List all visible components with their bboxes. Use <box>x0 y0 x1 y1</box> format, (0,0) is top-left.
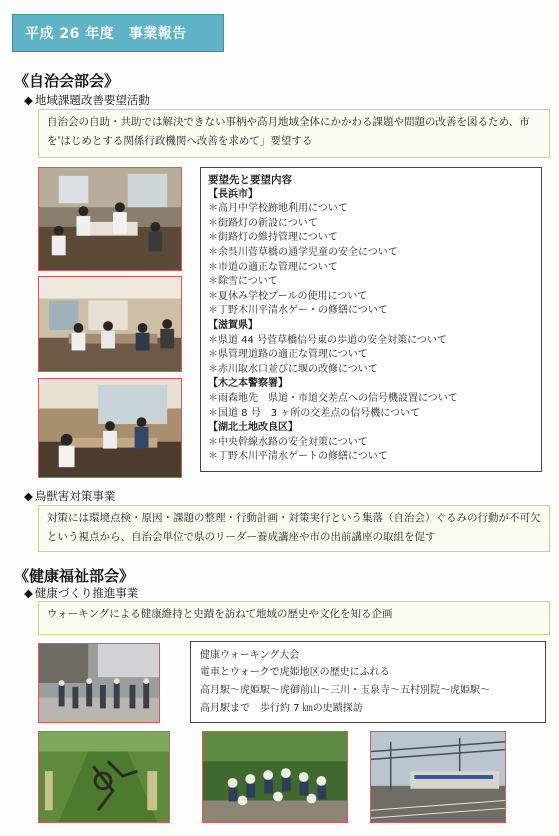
request-item: ＊県道 44 号菅草橋信号東の歩道の安全対策について <box>208 334 447 346</box>
request-item: ＊街路灯の維持管理について <box>208 232 338 244</box>
request-item: ＊赤川取水口並びに堰の改修について <box>208 363 378 375</box>
request-item: ＊夏休み学校プールの使用について <box>208 290 368 302</box>
diamond-bullet-icon: ◆ <box>24 586 33 600</box>
request-item: ＊雨森地先 県道・市道交差点への信号機設置について <box>208 392 458 404</box>
request-list-box <box>200 167 542 472</box>
activity-description: 対策には環境点検・原因・課題の整理・行動計画・対策実行という集落（自治会）ぐるみの行動が不可欠という視点から、自治会単位で県のリーダー養成講座や市の出前講座の取組を促す <box>38 505 550 552</box>
request-group-name: 【湖北土地改良区】 <box>208 422 298 434</box>
request-item: ＊市道の適正な管理について <box>208 261 338 273</box>
activity-description: 自治会の自助・共助では解決できない事柄や高月地域全体にかかわる課題や問題の改善を図るため、市を'はじめとする関係行政機関へ改善を求めて」要望する <box>38 109 550 158</box>
walking-line: 高月駅まで 歩行約 7 ㎞の史蹟探訪 <box>200 703 363 714</box>
meeting-photo-3 <box>38 378 182 478</box>
request-list-heading: 要望先と要望内容 <box>208 174 292 186</box>
request-item: ＊余呉川菅草橋の通学児童の安全について <box>208 246 398 258</box>
request-item: ＊中央幹線水路の安全対策について <box>208 436 368 448</box>
activity-title-text: 鳥獣害対策事業 <box>34 489 116 503</box>
request-item: ＊丁野木川平清水ゲー・の修繕について <box>208 305 388 317</box>
walking-line: 電車とウォークで虎姫地区の歴史にふれる <box>200 667 390 678</box>
request-group-name: 【木之本警察署】 <box>208 378 288 390</box>
walking-line: 健康ウォーキング大会 <box>200 650 300 661</box>
request-group-name: 【滋賀県】 <box>208 319 258 331</box>
page-title: 平成 26 年度 事業報告 <box>12 14 224 52</box>
activity-title-text: 健康づくり推進事業 <box>34 586 139 600</box>
walking-line: 高月駅～虎姫駅～虎御前山～三川・玉泉寺～五村別院～虎姫駅～ <box>200 685 490 696</box>
walking-photo-street <box>38 643 160 723</box>
section-title-kenko: 《健康福祉部会》 <box>14 567 135 585</box>
meeting-photo-2 <box>38 276 182 372</box>
section-title-jichikai: 《自治会部会》 <box>14 72 120 90</box>
diamond-bullet-icon: ◆ <box>24 93 33 107</box>
activity-title-choujuu <box>24 488 115 504</box>
request-item: ＊丁野木川平清水ゲートの修繕について <box>208 451 388 463</box>
activity-title-youbou <box>24 92 150 108</box>
train-station-photo <box>370 731 506 823</box>
request-item: ＊除雪について <box>208 276 278 288</box>
request-group-name: 【長浜市】 <box>208 188 258 200</box>
request-item: ＊高月中学校跡地利用について <box>208 203 348 215</box>
meeting-photo-1 <box>38 167 182 271</box>
diamond-bullet-icon: ◆ <box>24 489 33 503</box>
activity-title-text: 地域課題改善要望活動 <box>34 93 150 107</box>
rice-field-art-photo <box>38 731 170 823</box>
activity-title-kenkou <box>24 585 138 601</box>
walking-event-box <box>190 641 546 723</box>
activity-description: ウォーキングによる健康維持と史蹟を訪ねて地域の歴史や文化を知る企画 <box>38 601 550 635</box>
request-item: ＊街路灯の新設について <box>208 217 318 229</box>
request-item: ＊国道 8 号 3 ヶ所の交差点の信号機について <box>208 407 421 419</box>
walking-group-photo <box>202 731 348 823</box>
request-item: ＊県管理道路の適正な管理について <box>208 349 368 361</box>
